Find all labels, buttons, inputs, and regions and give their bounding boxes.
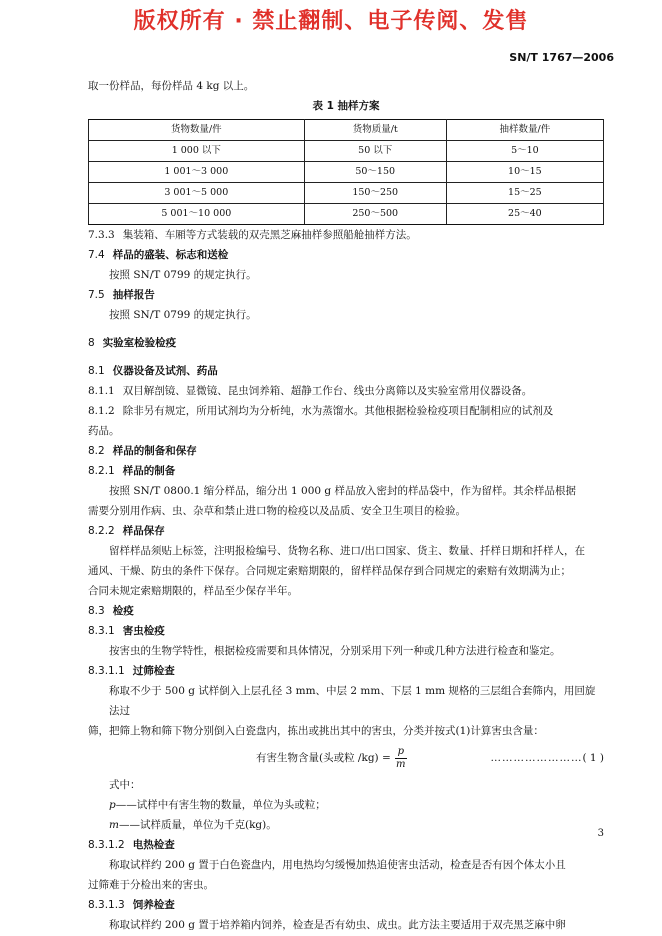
section-8-3-1-1-heading (88, 661, 604, 681)
table-cell: 3 001～5 000 (89, 183, 305, 204)
section-title: 样品的制备 (122, 465, 176, 477)
section-8-2-heading (88, 441, 604, 461)
section-title: 过筛检查 (132, 665, 175, 677)
section-8-2-2-line: 留样样品须贴上标签，注明报检编号、货物名称、进口/出口国家、货主、数量、扦样日期和扦样人，在 (109, 545, 586, 557)
section-number: 8 (88, 337, 95, 349)
section-7-4-heading (88, 245, 604, 265)
sampling-table (88, 119, 604, 225)
table-row (89, 183, 604, 204)
section-title: 害虫检疫 (122, 625, 165, 637)
table-row (89, 141, 604, 162)
section-8-1-1 (88, 381, 604, 401)
section-7-5-heading (88, 285, 604, 305)
section-title: 样品的制备和保存 (112, 445, 197, 457)
table-row (89, 162, 604, 183)
symbol-p: p (109, 799, 116, 811)
section-8-3-1-1-line: 称取不少于 500 g 试样倒入上层孔径 3 mm、中层 2 mm、下层 1 mm 规格的三层组合套筛内，用回旋法过 (109, 685, 596, 717)
section-8-3-1-heading (88, 621, 604, 641)
section-title: 抽样报告 (112, 289, 155, 301)
intro-line: 取一份样品，每份样品 4 kg 以上。 (88, 80, 255, 92)
section-8-3-heading (88, 601, 604, 621)
table-cell: 250～500 (304, 204, 446, 225)
section-number: 8.2.1 (88, 465, 115, 477)
section-title: 仪器设备及试剂、药品 (112, 365, 218, 377)
section-text: 双目解剖镜、显微镜、昆虫饲养箱、超静工作台、线虫分离筛以及实验室常用仪器设备。 (122, 385, 533, 397)
section-number: 8.3.1.3 (88, 899, 125, 911)
table-header-row (89, 120, 604, 141)
table-cell: 10～15 (446, 162, 603, 183)
section-8-2-2-heading (88, 521, 604, 541)
header-cell: 货物质量/t (304, 120, 446, 141)
section-number: 8.3 (88, 605, 105, 617)
section-8-2-2-line: 合同未规定索赔期限的，样品至少保存半年。 (88, 585, 298, 597)
table-cell: 150～250 (304, 183, 446, 204)
section-8-3-1-text: 按害虫的生物学特性，根据检疫需要和具体情况，分别采用下列一种或几种方法进行检查和鉴定。 (109, 645, 561, 657)
section-8-3-1-2-line: 过筛难于分检出来的害虫。 (88, 879, 214, 891)
section-8-3-1-2-heading (88, 835, 604, 855)
header-cell: 货物数量/件 (89, 120, 305, 141)
section-8-3-1-3-heading (88, 895, 604, 915)
section-8-3-1-3-line: 称取试样约 200 g 置于培养箱内饲养，检查是否有幼虫、成虫。此方法主要适用于双壳黑芝麻中卵 (109, 919, 566, 931)
formula-lhs: 有害生物含量(头或粒 /kg) = (256, 752, 391, 764)
table-row (89, 204, 604, 225)
header-cell: 抽样数量/件 (446, 120, 603, 141)
formula-1 (88, 741, 604, 775)
section-title: 检疫 (112, 605, 134, 617)
page-number: 3 (597, 828, 604, 839)
section-title: 样品的盛装、标志和送检 (112, 249, 229, 261)
table-cell: 50～150 (304, 162, 446, 183)
section-number: 8.1.2 (88, 405, 115, 417)
section-number: 7.4 (88, 249, 105, 261)
section-number: 8.3.1.1 (88, 665, 125, 677)
where-m (88, 815, 604, 835)
formula-leader-dots: …………………… (490, 752, 583, 764)
section-number: 8.3.1 (88, 625, 115, 637)
section-7-3-3 (88, 225, 604, 245)
formula-number: ( 1 ) (582, 752, 604, 764)
table-cell: 25～40 (446, 204, 603, 225)
formula-denominator: m (396, 758, 406, 770)
section-8-2-2-line: 通风、干燥、防虫的条件下保存。合同规定索赔期限的，留样样品保存到合同规定的索赔有效期满为止； (88, 565, 571, 577)
sampling-table-block (88, 96, 604, 225)
section-8-3-1-2-line: 称取试样约 200 g 置于白色瓷盘内，用电热均匀缓慢加热追使害虫活动，检查是否有因个体太小且 (109, 859, 566, 871)
table-title: 表 1 抽样方案 (312, 100, 380, 112)
symbol-m: m (109, 819, 119, 831)
formula-fraction (395, 746, 407, 771)
symbol-p-desc: ——试样中有害生物的数量，单位为头或粒； (115, 799, 326, 811)
section-7-4-text: 按照 SN/T 0799 的规定执行。 (109, 269, 257, 281)
section-8-2-1-line: 需要分别用作病、虫、杂草和禁止进口物的检疫以及品质、安全卫生项目的检验。 (88, 505, 466, 517)
section-number: 8.2 (88, 445, 105, 457)
formula-numerator: p (397, 745, 404, 757)
where-intro: 式中： (109, 779, 141, 791)
table-cell: 1 001～3 000 (89, 162, 305, 183)
section-text: 集装箱、车厢等方式装载的双壳黑芝麻抽样参照船舱抽样方法。 (122, 229, 417, 241)
section-7-5-text: 按照 SN/T 0799 的规定执行。 (109, 309, 257, 321)
section-number: 7.3.3 (88, 229, 115, 241)
section-title: 样品保存 (122, 525, 165, 537)
section-number: 7.5 (88, 289, 105, 301)
section-8-heading (88, 333, 604, 353)
section-8-3-1-1-line: 筛，把筛上物和筛下物分别倒入白瓷盘内，拣出或挑出其中的害虫，分类并按式(1)计算害虫含量： (88, 725, 544, 737)
table-cell: 15～25 (446, 183, 603, 204)
section-8-1-2-cont: 药品。 (88, 425, 120, 437)
section-title: 实验室检验检疫 (102, 337, 177, 349)
section-title: 饲养检查 (132, 899, 175, 911)
section-title: 电热检查 (132, 839, 175, 851)
standard-number: SN/T 1767—2006 (509, 51, 614, 64)
section-8-2-1-heading (88, 461, 604, 481)
symbol-m-desc: ——试样质量，单位为千克(kg)。 (118, 819, 277, 831)
section-8-1-2 (88, 401, 604, 421)
section-number: 8.3.1.2 (88, 839, 125, 851)
section-number: 8.2.2 (88, 525, 115, 537)
section-8-1-heading (88, 361, 604, 381)
table-cell: 1 000 以下 (89, 141, 305, 162)
section-number: 8.1.1 (88, 385, 115, 397)
page-body (88, 76, 604, 935)
section-text: 除非另有规定，所用试剂均为分析纯，水为蒸馏水。其他根据检验检疫项目配制相应的试剂及 (122, 405, 554, 417)
table-cell: 5～10 (446, 141, 603, 162)
copyright-banner: 版权所有 · 禁止翻制、电子传阅、发售 (133, 9, 529, 34)
section-8-2-1-line: 按照 SN/T 0800.1 缩分样品，缩分出 1 000 g 样品放入密封的样品袋中，作为留样。其余样品根据 (109, 485, 576, 497)
table-cell: 5 001～10 000 (89, 204, 305, 225)
table-cell: 50 以下 (304, 141, 446, 162)
section-number: 8.1 (88, 365, 105, 377)
where-p (88, 795, 604, 815)
